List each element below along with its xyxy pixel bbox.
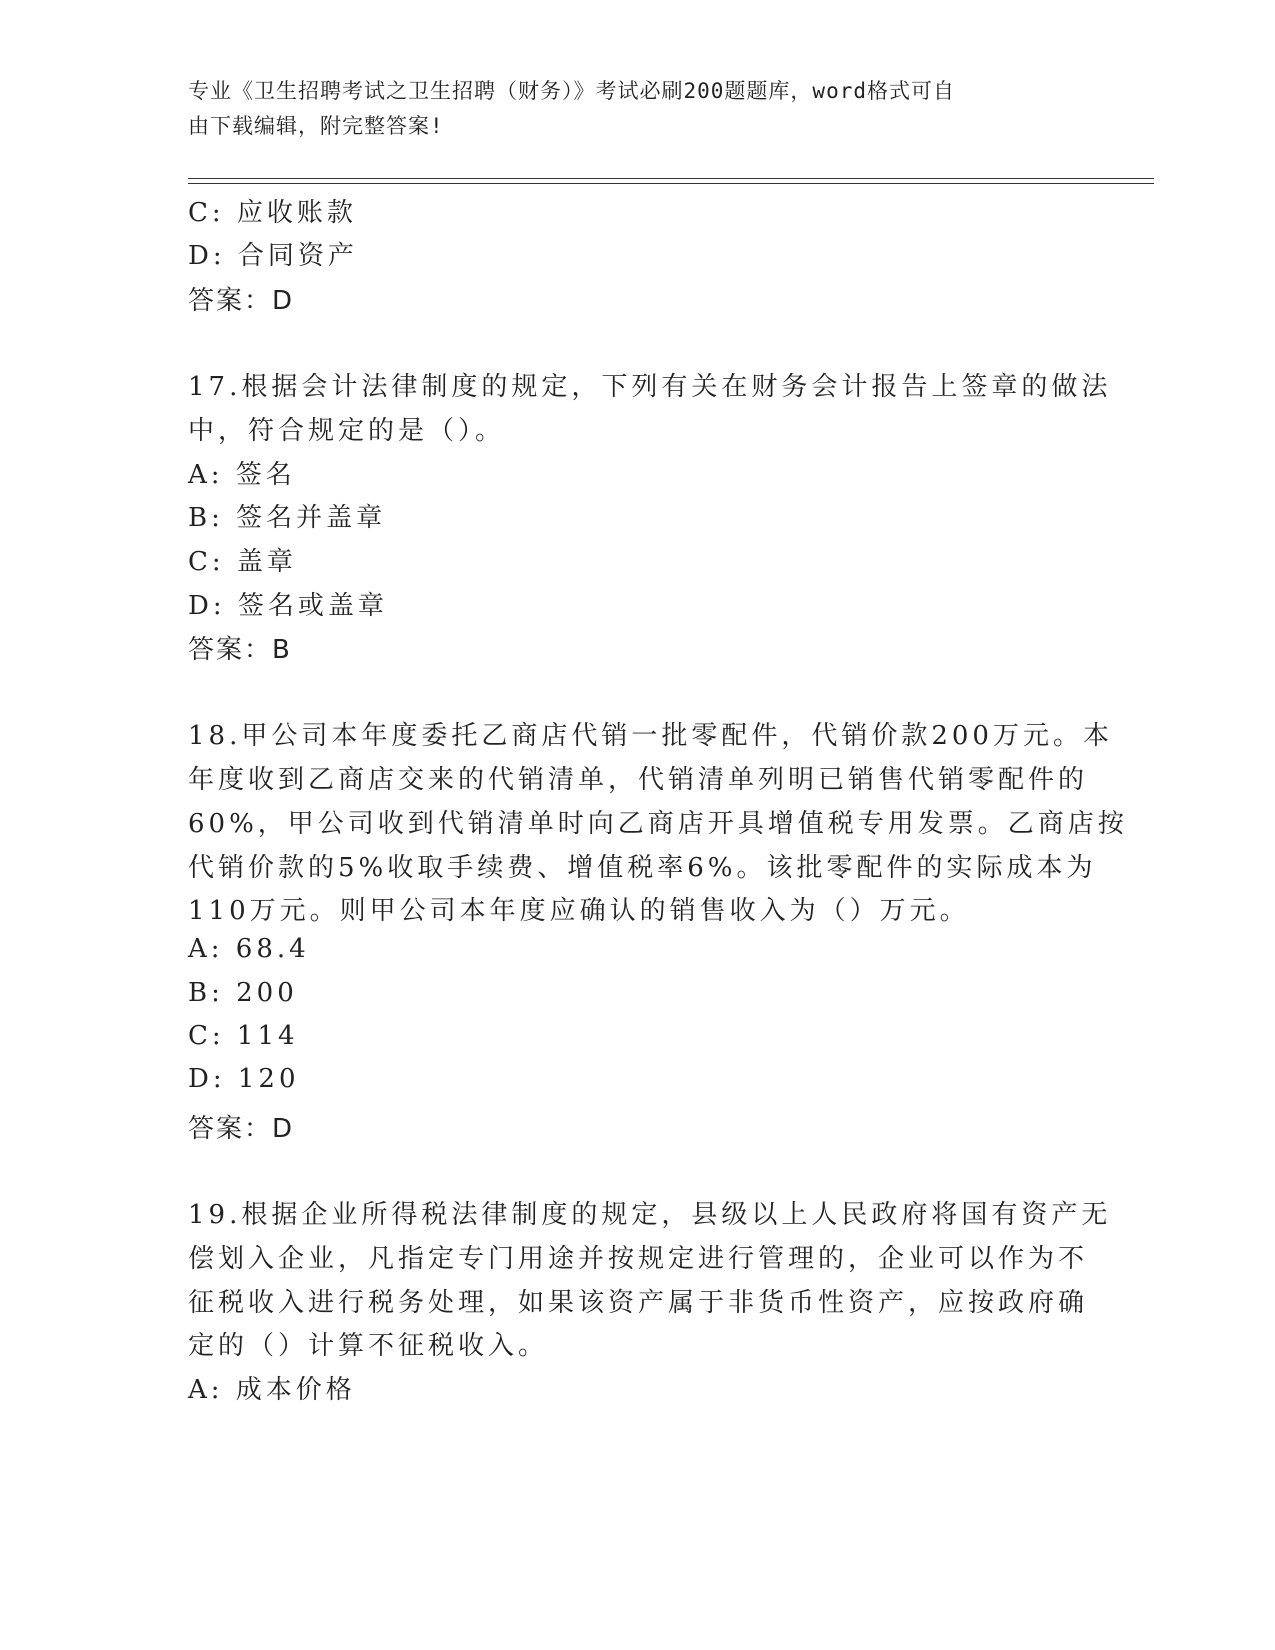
- q16-answer: 答案：D: [188, 286, 295, 316]
- q18-stem-line-2: 年度收到乙商店交来的代销清单，代销清单列明已销售代销零配件的: [188, 765, 1089, 795]
- q17-stem-line-2: 中，符合规定的是（）。: [188, 416, 506, 446]
- header-line-1: 专业《卫生招聘考试之卫生招聘（财务）》考试必刷200题题库，word格式可自: [188, 79, 955, 103]
- q17-answer: 答案：B: [188, 635, 292, 665]
- q17-option-d: D: 签名或盖章: [188, 591, 388, 621]
- q18-stem-line-3: 60%，甲公司收到代销清单时向乙商店开具增值税专用发票。乙商店按: [188, 809, 1128, 839]
- q19-stem-line-2: 偿划入企业，凡指定专门用途并按规定进行管理的，企业可以作为不: [188, 1244, 1089, 1274]
- q18-option-b: B: 200: [188, 978, 298, 1008]
- document-header: [188, 74, 1068, 144]
- q18-answer: 答案：D: [188, 1114, 295, 1144]
- q17-option-b: B: 签名并盖章: [188, 503, 387, 533]
- q17-stem-line-1: 17.根据会计法律制度的规定，下列有关在财务会计报告上签章的做法: [188, 372, 1112, 402]
- q17-option-c: C: 盖章: [188, 547, 297, 577]
- q18-stem-line-4: 代销价款的5%收取手续费、增值税率6%。该批零配件的实际成本为: [188, 853, 1097, 883]
- q18-option-d: D: 120: [188, 1064, 300, 1094]
- q18-stem-line-5: 110万元。则甲公司本年度应确认的销售收入为（）万元。: [188, 896, 970, 926]
- q16-option-c: C: 应收账款: [188, 198, 357, 228]
- q19-stem-line-3: 征税收入进行税务处理，如果该资产属于非货币性资产，应按政府确: [188, 1288, 1089, 1318]
- q19-stem-line-1: 19.根据企业所得税法律制度的规定，县级以上人民政府将国有资产无: [188, 1200, 1112, 1230]
- header-divider-top: [188, 178, 1154, 179]
- q17-option-a: A: 签名: [188, 460, 296, 490]
- q18-option-a: A: 68.4: [188, 934, 310, 964]
- header-divider-bottom: [188, 183, 1154, 184]
- q16-option-d: D: 合同资产: [188, 241, 358, 271]
- header-line-2: 由下载编辑，附完整答案!: [188, 114, 444, 138]
- q18-stem-line-1: 18.甲公司本年度委托乙商店代销一批零配件，代销价款200万元。本: [188, 721, 1113, 751]
- q19-stem-line-4: 定的（）计算不征税收入。: [188, 1331, 549, 1361]
- q19-option-a: A: 成本价格: [188, 1375, 356, 1405]
- q18-option-c: C: 114: [188, 1021, 299, 1051]
